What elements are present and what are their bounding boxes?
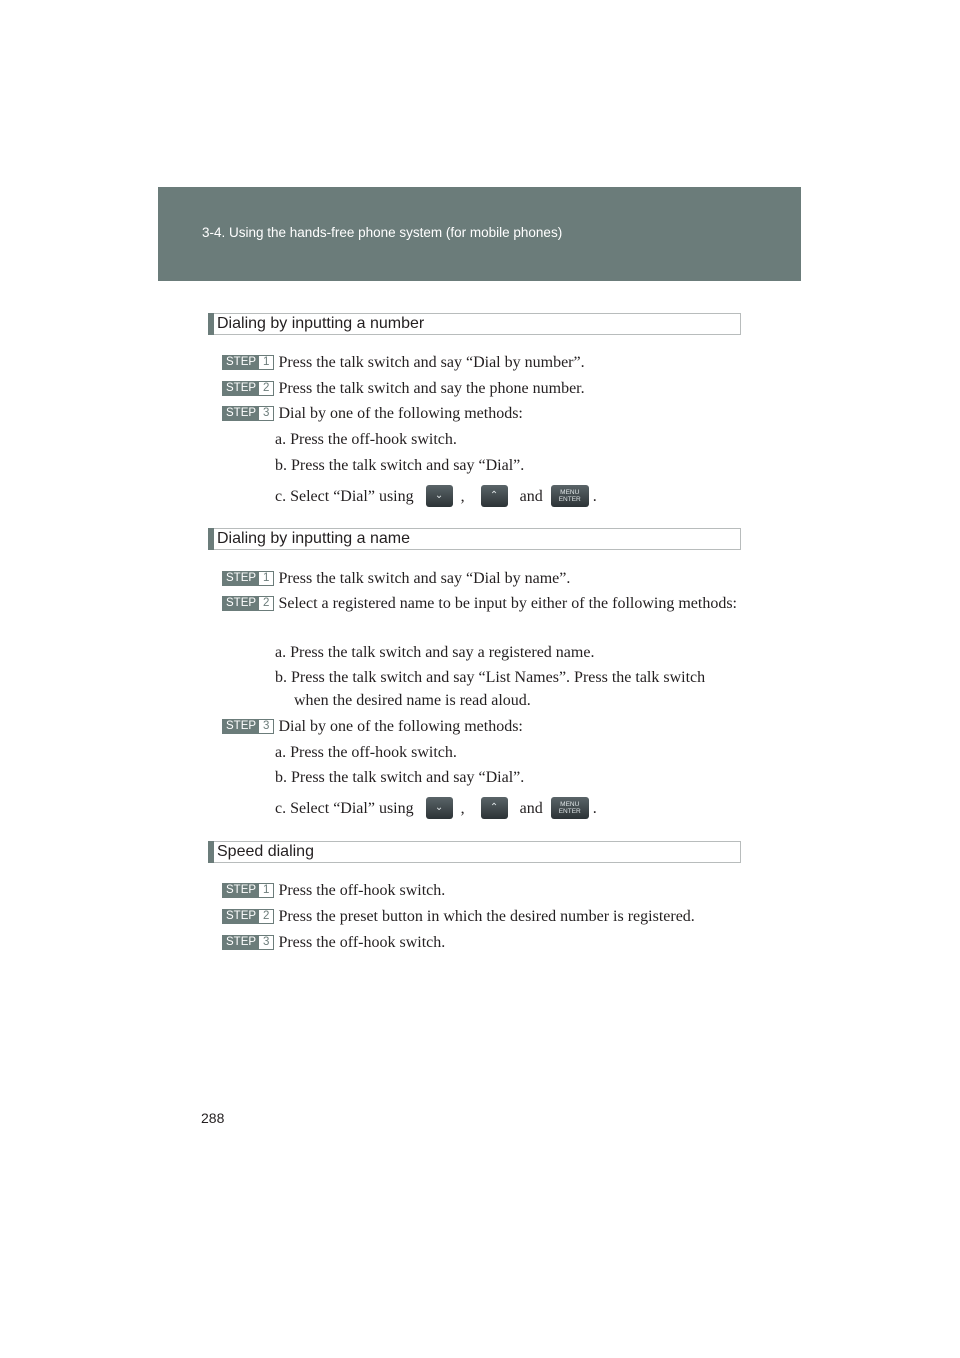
menu-enter-button-icon: MENU ENTER bbox=[551, 797, 589, 819]
step-2 bbox=[222, 378, 740, 400]
method-b-continued: when the desired name is read aloud. bbox=[294, 692, 531, 709]
step-1 bbox=[222, 880, 740, 902]
step-text: Dial by one of the following methods: bbox=[278, 718, 523, 735]
section-title: Speed dialing bbox=[217, 843, 314, 860]
chapter-title: 3-4. Using the hands-free phone system (for mobile phones) bbox=[202, 225, 563, 240]
down-button-icon: ⌄ bbox=[426, 797, 453, 819]
section-header-speed-dialing bbox=[208, 841, 741, 863]
section-header-dial-number bbox=[208, 313, 741, 335]
step-2 bbox=[222, 593, 740, 615]
menu-enter-button-icon: MENU ENTER bbox=[551, 485, 589, 507]
step-text: Press the talk switch and say “Dial by number”. bbox=[278, 354, 585, 371]
section-header-dial-name bbox=[208, 528, 741, 550]
step-badge: STEP 2 bbox=[222, 381, 274, 396]
step-text: Dial by one of the following methods: bbox=[278, 405, 523, 422]
page-number: 288 bbox=[201, 1110, 225, 1126]
method-a: a. Press the off-hook switch. bbox=[275, 431, 457, 448]
method-b: b. Press the talk switch and say “List Names”. Press the talk switch bbox=[275, 669, 706, 686]
step-1 bbox=[222, 568, 740, 590]
step-badge: STEP 2 bbox=[222, 596, 274, 611]
method-c: c. Select “Dial” using ⌄ , ⌃ and MENU ENTER . bbox=[275, 486, 597, 508]
method-a: a. Press the off-hook switch. bbox=[275, 744, 457, 761]
step-badge: STEP 2 bbox=[222, 909, 274, 924]
step-text: Press the off-hook switch. bbox=[278, 934, 446, 951]
step-badge: STEP 3 bbox=[222, 406, 274, 421]
step-badge: STEP 3 bbox=[222, 935, 274, 950]
method-b: b. Press the talk switch and say “Dial”. bbox=[275, 457, 525, 474]
step-badge: STEP 1 bbox=[222, 355, 274, 370]
step-badge: STEP 3 bbox=[222, 719, 274, 734]
up-button-icon: ⌃ bbox=[481, 485, 508, 507]
down-button-icon: ⌄ bbox=[426, 485, 453, 507]
section-title: Dialing by inputting a number bbox=[217, 315, 425, 332]
method-c: c. Select “Dial” using ⌄ , ⌃ and MENU ENTER . bbox=[275, 798, 597, 820]
step-text: Press the preset button in which the desired number is registered. bbox=[278, 908, 695, 925]
method-b: b. Press the talk switch and say “Dial”. bbox=[275, 769, 525, 786]
step-3 bbox=[222, 403, 740, 425]
method-a: a. Press the talk switch and say a registered name. bbox=[275, 644, 595, 661]
step-text: Press the talk switch and say “Dial by name”. bbox=[278, 570, 571, 587]
step-text: Select a registered name to be input by either of the following methods: bbox=[278, 595, 737, 612]
step-3 bbox=[222, 716, 740, 738]
section-title: Dialing by inputting a name bbox=[217, 530, 411, 547]
step-badge: STEP 1 bbox=[222, 571, 274, 586]
step-badge: STEP 1 bbox=[222, 883, 274, 898]
step-text: Press the off-hook switch. bbox=[278, 882, 446, 899]
up-button-icon: ⌃ bbox=[481, 797, 508, 819]
step-3 bbox=[222, 932, 740, 954]
step-text: Press the talk switch and say the phone number. bbox=[278, 380, 585, 397]
step-1 bbox=[222, 352, 740, 374]
chapter-header bbox=[158, 187, 801, 281]
step-2 bbox=[222, 906, 740, 928]
